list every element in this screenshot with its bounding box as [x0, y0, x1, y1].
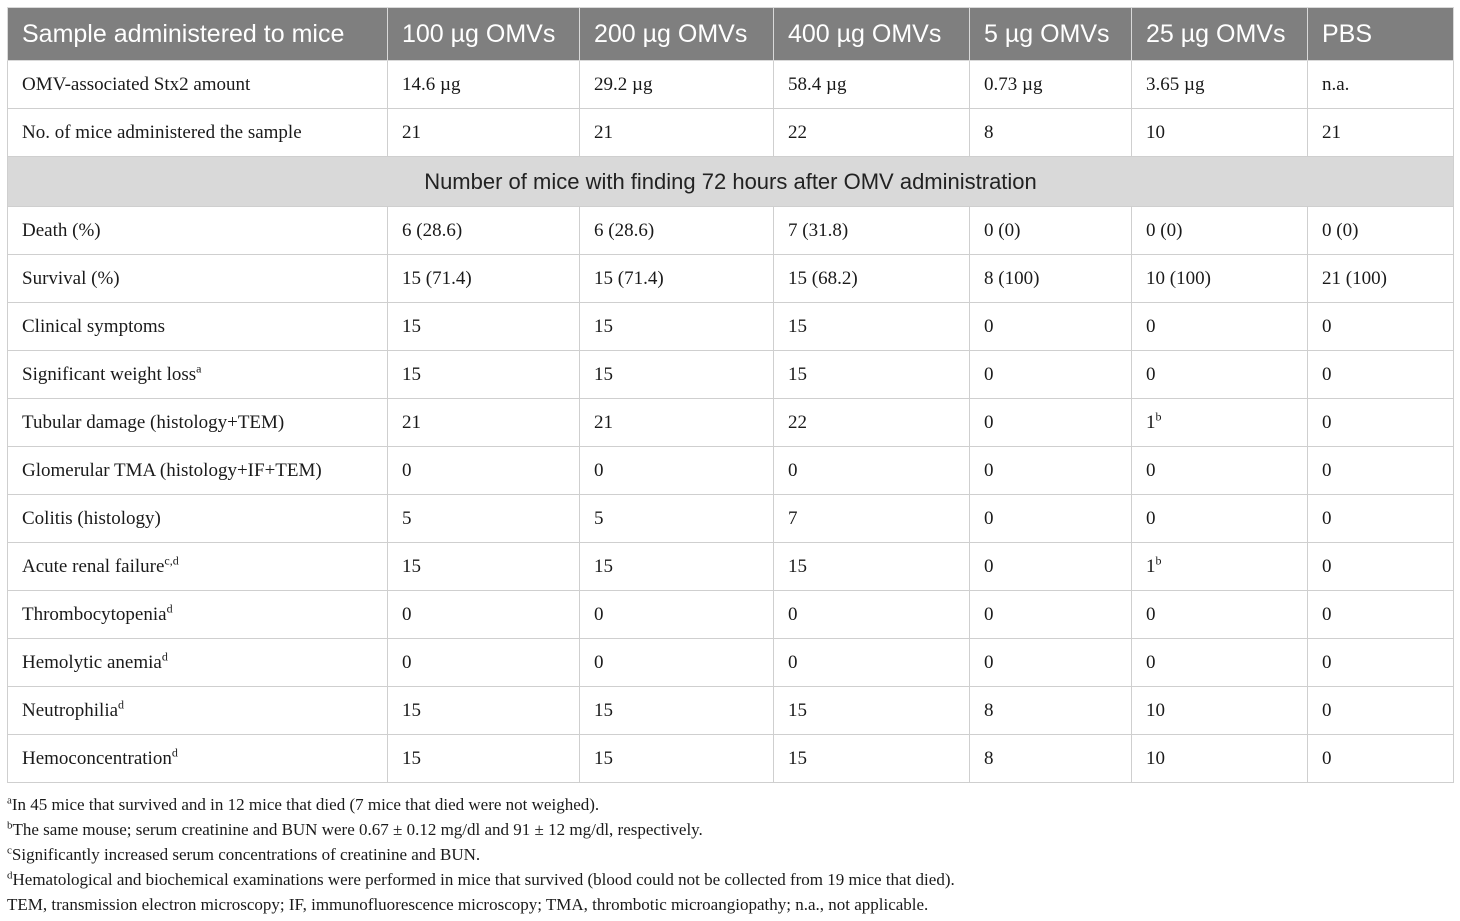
cell-5ug	[970, 447, 1132, 495]
row-label-cell	[8, 639, 388, 687]
cell-text: 0 (0)	[1146, 219, 1183, 241]
cell-text: 7 (31.8)	[788, 219, 849, 241]
cell-text: Tubular damage (histology+TEM)	[22, 411, 285, 433]
row-label-cell	[8, 109, 388, 157]
cell-text: 0	[1146, 507, 1156, 529]
cell-25ug	[1132, 495, 1308, 543]
cell-200ug	[580, 495, 774, 543]
cell-400ug	[774, 591, 970, 639]
cell-pbs	[1308, 399, 1454, 447]
table-row	[8, 303, 1454, 351]
cell-text: Colitis (histology)	[22, 507, 161, 529]
table-row	[8, 639, 1454, 687]
footnote-text: Hematological and biochemical examinations were performed in mice that survived (blood could not be collected from 19 mice that died).	[12, 870, 955, 889]
cell-text: 0	[984, 507, 994, 529]
cell-text: 0	[1322, 555, 1332, 577]
footnote-marker: d	[118, 697, 125, 712]
cell-text: 0	[1146, 459, 1156, 481]
cell-5ug	[970, 255, 1132, 303]
cell-text: 0	[402, 459, 412, 481]
cell-text: 0	[788, 459, 798, 481]
cell-200ug	[580, 109, 774, 157]
table-row	[8, 687, 1454, 735]
footnote-line	[7, 867, 1453, 892]
cell-400ug	[774, 735, 970, 783]
cell-200ug	[580, 255, 774, 303]
footnote-text: The same mouse; serum creatinine and BUN were 0.67 ± 0.12 mg/dl and 91 ± 12 mg/dl, respectively.	[12, 820, 703, 839]
cell-text: 15	[594, 315, 613, 337]
cell-5ug	[970, 687, 1132, 735]
cell-100ug	[388, 255, 580, 303]
footnote-line	[7, 842, 1453, 867]
cell-text: 0	[594, 651, 604, 673]
cell-text: 0	[984, 555, 994, 577]
footnote-line	[7, 792, 1453, 817]
cell-text: 15	[402, 363, 421, 385]
cell-text: No. of mice administered the sample	[22, 121, 302, 143]
footnote-marker: b	[1155, 409, 1162, 424]
cell-text: 15	[594, 699, 613, 721]
cell-400ug	[774, 61, 970, 109]
cell-5ug	[970, 303, 1132, 351]
cell-text: 58.4 µg	[788, 73, 847, 95]
cell-text: 7	[788, 507, 798, 529]
cell-text: 5	[402, 507, 412, 529]
cell-text: 14.6 µg	[402, 73, 461, 95]
cell-400ug	[774, 399, 970, 447]
row-label-cell	[8, 351, 388, 399]
cell-text: 0 (0)	[1322, 219, 1359, 241]
cell-text: 0	[1146, 603, 1156, 625]
cell-100ug	[388, 207, 580, 255]
footnote-marker: a	[196, 361, 202, 376]
cell-pbs	[1308, 543, 1454, 591]
cell-25ug	[1132, 303, 1308, 351]
row-label-cell	[8, 591, 388, 639]
cell-25ug	[1132, 591, 1308, 639]
cell-text: 15	[402, 555, 421, 577]
footnote-mark: a	[7, 794, 12, 807]
cell-text: 0	[402, 651, 412, 673]
cell-5ug	[970, 543, 1132, 591]
header-cell-400ug: 400 µg OMVs	[774, 8, 970, 61]
cell-text: 10	[1146, 121, 1165, 143]
cell-text: 6 (28.6)	[402, 219, 463, 241]
header-cell-25ug: 25 µg OMVs	[1132, 8, 1308, 61]
cell-text: 0	[984, 315, 994, 337]
cell-text: 5	[594, 507, 604, 529]
cell-text: 21	[1322, 121, 1341, 143]
footnote-mark: d	[7, 869, 13, 882]
cell-400ug	[774, 303, 970, 351]
cell-text: 3.65 µg	[1146, 73, 1205, 95]
cell-pbs	[1308, 109, 1454, 157]
cell-text: 29.2 µg	[594, 73, 653, 95]
cell-400ug	[774, 447, 970, 495]
table-row	[8, 543, 1454, 591]
header-cell-pbs: PBS	[1308, 8, 1454, 61]
cell-pbs	[1308, 207, 1454, 255]
cell-text: 15	[788, 699, 807, 721]
cell-5ug	[970, 639, 1132, 687]
cell-text: 0	[1322, 363, 1332, 385]
footnote-text: TEM, transmission electron microscopy; IF, immunofluorescence microscopy; TMA, thrombotic microangiopathy; n.a., not applicable.	[7, 895, 929, 914]
cell-200ug	[580, 351, 774, 399]
cell-text: 0	[788, 603, 798, 625]
cell-text: 0	[1322, 651, 1332, 673]
cell-200ug	[580, 639, 774, 687]
cell-text: 0	[594, 603, 604, 625]
cell-400ug	[774, 351, 970, 399]
cell-5ug	[970, 399, 1132, 447]
footnote-mark: c	[7, 844, 12, 857]
cell-5ug	[970, 591, 1132, 639]
table-row	[8, 591, 1454, 639]
cell-text: 0.73 µg	[984, 73, 1043, 95]
cell-text: 21 (100)	[1322, 267, 1387, 289]
footnote-marker: d	[161, 649, 168, 664]
cell-25ug	[1132, 207, 1308, 255]
cell-text: 15 (68.2)	[788, 267, 858, 289]
cell-text: 22	[788, 121, 807, 143]
cell-200ug	[580, 543, 774, 591]
cell-25ug	[1132, 543, 1308, 591]
cell-text: 0	[984, 603, 994, 625]
cell-5ug	[970, 351, 1132, 399]
cell-100ug	[388, 303, 580, 351]
cell-text: 10	[1146, 747, 1165, 769]
table-row	[8, 447, 1454, 495]
cell-text: Significant weight loss	[22, 363, 197, 385]
cell-text: 0	[984, 363, 994, 385]
cell-text: Hemoconcentration	[22, 747, 172, 769]
cell-5ug	[970, 735, 1132, 783]
cell-text: 15 (71.4)	[402, 267, 472, 289]
cell-text: 21	[594, 411, 613, 433]
cell-100ug	[388, 591, 580, 639]
cell-5ug	[970, 109, 1132, 157]
table-row	[8, 735, 1454, 783]
cell-text: 15	[594, 363, 613, 385]
results-table	[7, 7, 1454, 783]
cell-200ug	[580, 303, 774, 351]
cell-200ug	[580, 735, 774, 783]
cell-text: Death (%)	[22, 219, 101, 241]
cell-text: 15	[594, 555, 613, 577]
header-cell-200ug: 200 µg OMVs	[580, 8, 774, 61]
cell-text: 15	[788, 363, 807, 385]
cell-200ug	[580, 447, 774, 495]
cell-text: 0 (0)	[984, 219, 1021, 241]
cell-100ug	[388, 687, 580, 735]
table-row	[8, 61, 1454, 109]
cell-pbs	[1308, 351, 1454, 399]
cell-text: 0	[1146, 651, 1156, 673]
cell-400ug	[774, 255, 970, 303]
table-footnotes	[7, 792, 1453, 917]
cell-text: 10	[1146, 699, 1165, 721]
cell-text: Thrombocytopenia	[22, 603, 167, 625]
cell-text: 0	[1322, 747, 1332, 769]
header-cell-100ug: 100 µg OMVs	[388, 8, 580, 61]
cell-text: 15	[402, 315, 421, 337]
row-label-cell	[8, 447, 388, 495]
row-label-cell	[8, 543, 388, 591]
cell-text: 0	[1322, 459, 1332, 481]
cell-200ug	[580, 61, 774, 109]
cell-text: 0	[984, 459, 994, 481]
cell-text: 0	[1322, 411, 1332, 433]
cell-pbs	[1308, 255, 1454, 303]
cell-text: 0	[1146, 363, 1156, 385]
cell-pbs	[1308, 495, 1454, 543]
cell-100ug	[388, 351, 580, 399]
cell-text: Clinical symptoms	[22, 315, 166, 337]
cell-text: Survival (%)	[22, 267, 120, 289]
cell-text: 15	[788, 747, 807, 769]
header-row	[8, 8, 1454, 61]
cell-text: Glomerular TMA (histology+IF+TEM)	[22, 459, 322, 481]
cell-text: 15 (71.4)	[594, 267, 664, 289]
footnote-marker: d	[171, 745, 178, 760]
cell-400ug	[774, 109, 970, 157]
cell-25ug	[1132, 639, 1308, 687]
cell-400ug	[774, 543, 970, 591]
cell-text: 0	[1146, 315, 1156, 337]
footnote-marker: c,d	[164, 553, 179, 568]
cell-text: 0	[594, 459, 604, 481]
row-label-cell	[8, 495, 388, 543]
footnote-mark: b	[7, 819, 13, 832]
cell-text: 0	[984, 411, 994, 433]
cell-25ug	[1132, 399, 1308, 447]
table-row	[8, 109, 1454, 157]
cell-100ug	[388, 399, 580, 447]
cell-text: 15	[402, 699, 421, 721]
header-cell-sample: Sample administered to mice	[8, 8, 388, 61]
table-body	[8, 61, 1454, 783]
cell-25ug	[1132, 447, 1308, 495]
cell-100ug	[388, 639, 580, 687]
cell-text: 0	[1322, 603, 1332, 625]
table-row	[8, 399, 1454, 447]
cell-200ug	[580, 399, 774, 447]
cell-text: 15	[788, 555, 807, 577]
cell-400ug	[774, 639, 970, 687]
header-cell-5ug: 5 µg OMVs	[970, 8, 1132, 61]
cell-text: 0	[402, 603, 412, 625]
cell-400ug	[774, 495, 970, 543]
table-row	[8, 255, 1454, 303]
cell-100ug	[388, 543, 580, 591]
cell-5ug	[970, 207, 1132, 255]
cell-25ug	[1132, 255, 1308, 303]
cell-text: 0	[788, 651, 798, 673]
cell-100ug	[388, 447, 580, 495]
cell-text: 10 (100)	[1146, 267, 1211, 289]
cell-200ug	[580, 591, 774, 639]
table-row	[8, 351, 1454, 399]
row-label-cell	[8, 303, 388, 351]
cell-text: 15	[402, 747, 421, 769]
cell-5ug	[970, 495, 1132, 543]
cell-100ug	[388, 61, 580, 109]
cell-text: 8	[984, 699, 994, 721]
cell-text: 0	[1322, 507, 1332, 529]
section-header-row	[8, 157, 1454, 207]
cell-pbs	[1308, 591, 1454, 639]
footnote-line	[7, 817, 1453, 842]
cell-text: 15	[594, 747, 613, 769]
cell-5ug	[970, 61, 1132, 109]
cell-pbs	[1308, 447, 1454, 495]
cell-text: 22	[788, 411, 807, 433]
cell-text: 0	[984, 651, 994, 673]
results-table-container	[7, 7, 1453, 783]
cell-400ug	[774, 687, 970, 735]
cell-text: 0	[1322, 315, 1332, 337]
footnote-marker: d	[166, 601, 173, 616]
row-label-cell	[8, 255, 388, 303]
row-label-cell	[8, 735, 388, 783]
cell-pbs	[1308, 639, 1454, 687]
cell-text: Hemolytic anemia	[22, 651, 162, 673]
footnote-marker: b	[1155, 553, 1162, 568]
cell-25ug	[1132, 351, 1308, 399]
cell-text: OMV-associated Stx2 amount	[22, 73, 251, 95]
cell-text: 6 (28.6)	[594, 219, 655, 241]
cell-text: 8 (100)	[984, 267, 1040, 289]
cell-25ug	[1132, 735, 1308, 783]
cell-100ug	[388, 109, 580, 157]
cell-text: 8	[984, 747, 994, 769]
cell-100ug	[388, 495, 580, 543]
cell-pbs	[1308, 303, 1454, 351]
row-label-cell	[8, 399, 388, 447]
cell-text: 1	[1146, 555, 1156, 577]
section-title: Number of mice with finding 72 hours after OMV administration	[8, 157, 1454, 207]
footnote-text: In 45 mice that survived and in 12 mice that died (7 mice that died were not weighed).	[11, 795, 600, 814]
cell-400ug	[774, 207, 970, 255]
cell-text: 0	[1322, 699, 1332, 721]
row-label-cell	[8, 61, 388, 109]
cell-text: 21	[402, 121, 421, 143]
table-row	[8, 495, 1454, 543]
cell-25ug	[1132, 61, 1308, 109]
cell-text: 21	[594, 121, 613, 143]
cell-200ug	[580, 687, 774, 735]
cell-text: 1	[1146, 411, 1156, 433]
cell-text: 15	[788, 315, 807, 337]
cell-pbs	[1308, 687, 1454, 735]
row-label-cell	[8, 687, 388, 735]
row-label-cell	[8, 207, 388, 255]
cell-200ug	[580, 207, 774, 255]
cell-text: Neutrophilia	[22, 699, 119, 721]
cell-25ug	[1132, 687, 1308, 735]
cell-text: 21	[402, 411, 421, 433]
footnote-text: Significantly increased serum concentrations of creatinine and BUN.	[11, 845, 481, 864]
cell-text: n.a.	[1322, 73, 1350, 95]
cell-pbs	[1308, 61, 1454, 109]
cell-text: 8	[984, 121, 994, 143]
cell-25ug	[1132, 109, 1308, 157]
cell-text: Acute renal failure	[22, 555, 165, 577]
table-row	[8, 207, 1454, 255]
footnote-line	[7, 892, 1453, 917]
cell-pbs	[1308, 735, 1454, 783]
cell-100ug	[388, 735, 580, 783]
